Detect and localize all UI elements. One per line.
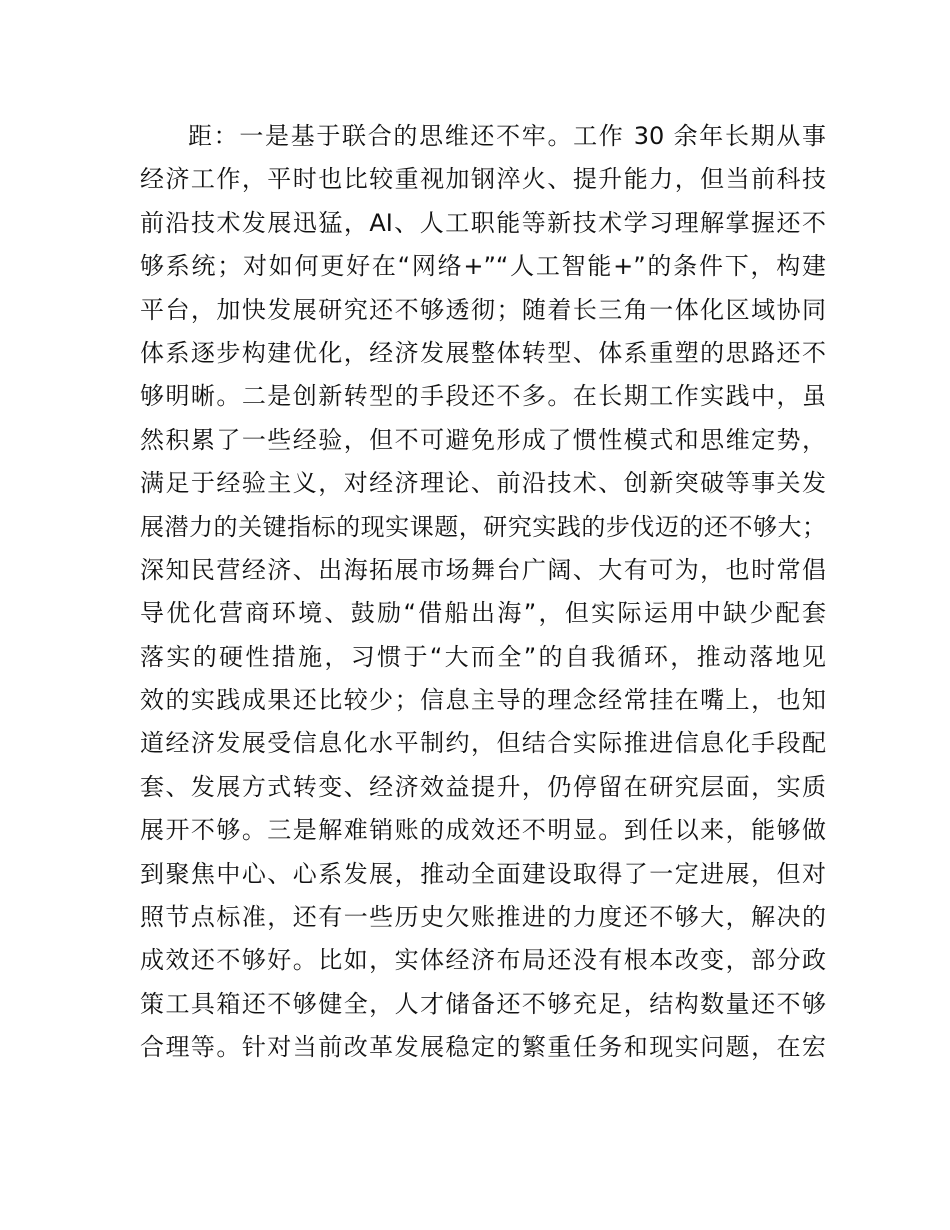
text-line: 策工具箱还不够健全，人才储备还不够充足，结构数量还不够 — [140, 989, 826, 1018]
document-body — [140, 115, 826, 1070]
text-line: 够明晰。二是创新转型的手段还不多。在长期工作实践中，虽 — [140, 382, 826, 411]
text-line: 距：一是基于联合的思维还不牢。工作 30 余年长期从事 — [188, 122, 826, 150]
text-line: 经济工作，平时也比较重视加钢淬火、提升能力，但当前科技 — [140, 165, 826, 194]
text-line: 展开不够。三是解难销账的成效还不明显。到任以来，能够做 — [140, 816, 826, 845]
text-line: 成效还不够好。比如，实体经济布局还没有根本改变，部分政 — [140, 946, 826, 975]
text-line: 前沿技术发展迅猛，AI、人工职能等新技术学习理解掌握还不 — [140, 208, 826, 237]
text-line: 然积累了一些经验，但不可避免形成了惯性模式和思维定势， — [140, 425, 826, 454]
text-line: 道经济发展受信息化水平制约，但结合实际推进信息化手段配 — [140, 729, 826, 758]
text-line: 到聚焦中心、心系发展，推动全面建设取得了一定进展，但对 — [140, 859, 826, 888]
text-line: 效的实践成果还比较少；信息主导的理念经常挂在嘴上，也知 — [140, 686, 826, 715]
text-line: 平台，加快发展研究还不够透彻；随着长三角一体化区域协同 — [140, 295, 826, 324]
text-line: 体系逐步构建优化，经济发展整体转型、体系重塑的思路还不 — [140, 338, 826, 367]
text-line: 导优化营商环境、鼓励“借船出海”，但实际运用中缺少配套 — [140, 599, 826, 628]
text-line: 展潜力的关键指标的现实课题，研究实践的步伐迈的还不够大； — [140, 512, 826, 541]
text-line: 深知民营经济、出海拓展市场舞台广阔、大有可为，也时常倡 — [140, 555, 826, 584]
text-line: 套、发展方式转变、经济效益提升，仍停留在研究层面，实质 — [140, 772, 826, 801]
text-line: 落实的硬性措施，习惯于“大而全”的自我循环，推动落地见 — [140, 642, 826, 671]
text-line: 合理等。针对当前改革发展稳定的繁重任务和现实问题，在宏 — [140, 1033, 826, 1062]
text-line: 够系统；对如何更好在“网络+”“人工智能+”的条件下，构建 — [140, 252, 826, 281]
text-line: 满足于经验主义，对经济理论、前沿技术、创新突破等事关发 — [140, 469, 826, 498]
text-line: 照节点标准，还有一些历史欠账推进的力度还不够大，解决的 — [140, 903, 826, 932]
